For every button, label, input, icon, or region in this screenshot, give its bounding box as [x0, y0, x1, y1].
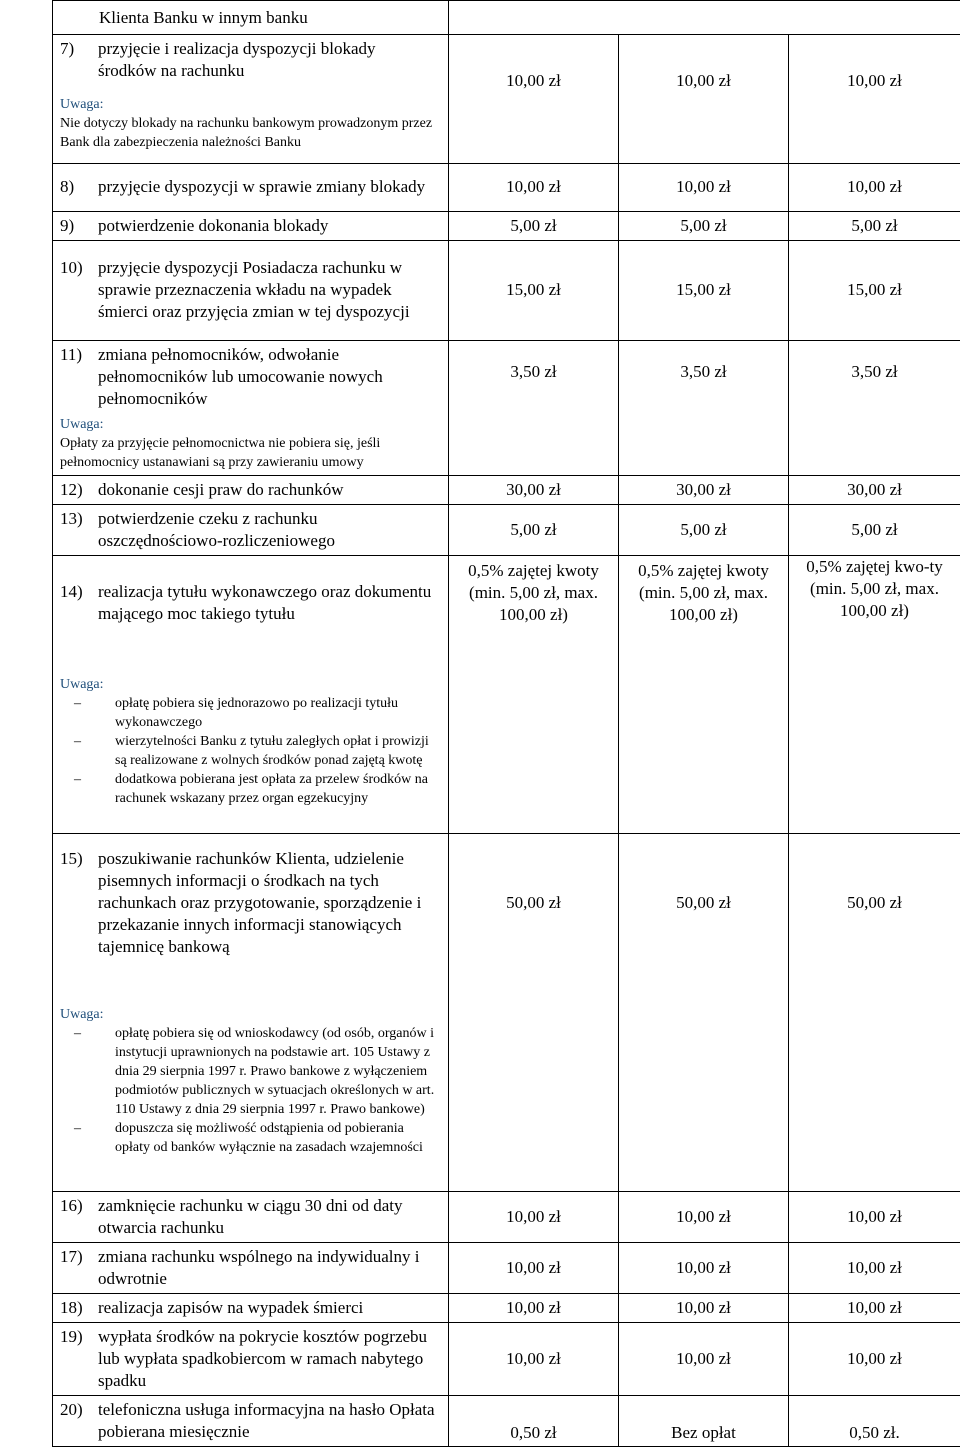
- row-number: 19): [60, 1326, 98, 1348]
- row-description: [53, 35, 449, 86]
- table-row: [0, 35, 960, 86]
- row-description: [53, 1191, 449, 1242]
- fee-value-1: 10,00 zł: [449, 1242, 619, 1293]
- row-description: [53, 833, 449, 973]
- fee-value-1: 10,00 zł: [449, 1293, 619, 1322]
- row-number: 17): [60, 1246, 98, 1268]
- dash-icon: –: [74, 732, 81, 751]
- bullet-text: wierzytelności Banku z tytułu zaległych opłat i prowizji są realizowane z wolnych środków ponad zajętą kwotę: [115, 734, 429, 768]
- table-row: [0, 211, 960, 240]
- note-bullet: [60, 1119, 442, 1157]
- fee-value-3: 50,00 zł: [789, 833, 960, 1191]
- fee-value-1: 3,50 zł: [449, 340, 619, 475]
- fee-value-1: 0,5% zajętej kwoty (min. 5,00 zł, max. 100,00 zł): [449, 555, 619, 833]
- note-label: Uwaga:: [60, 675, 442, 694]
- fee-value-3: 0,50 zł.: [789, 1395, 960, 1446]
- row-description: [53, 475, 449, 504]
- fee-value-2: 10,00 zł: [619, 35, 789, 164]
- fee-value-3: 30,00 zł: [789, 475, 960, 504]
- row-description: [53, 1, 449, 35]
- fee-value-1: 30,00 zł: [449, 475, 619, 504]
- row-number: 7): [60, 38, 98, 60]
- row-note: [53, 85, 449, 163]
- row-number: 9): [60, 215, 98, 237]
- note-bullet: [60, 732, 442, 770]
- row-text: dokonanie cesji praw do rachunków: [98, 479, 438, 501]
- row-number: 15): [60, 848, 98, 870]
- row-text: potwierdzenie czeku z rachunku oszczędnościowo-rozliczeniowego: [98, 508, 438, 552]
- row-note: [53, 973, 449, 1191]
- fee-value-1: 10,00 zł: [449, 1191, 619, 1242]
- row-number: 8): [60, 176, 98, 198]
- row-number: 18): [60, 1297, 98, 1319]
- fee-value-3: 5,00 zł: [789, 504, 960, 555]
- row-description: [53, 1242, 449, 1293]
- row-description: [53, 211, 449, 240]
- fee-value-2: 5,00 zł: [619, 211, 789, 240]
- note-label: Uwaga:: [60, 95, 442, 114]
- row-number: 13): [60, 508, 98, 530]
- fee-value-1: 0,50 zł: [449, 1395, 619, 1446]
- fee-value-2: 10,00 zł: [619, 1191, 789, 1242]
- bullet-text: opłatę pobiera się jednorazowo po realizacji tytułu wykonawczego: [115, 696, 398, 730]
- fee-value-3: 5,00 zł: [789, 211, 960, 240]
- note-bullet: [60, 1024, 442, 1119]
- table-row: [0, 833, 960, 973]
- dash-icon: –: [74, 1024, 81, 1043]
- empty-cell: [449, 1, 960, 35]
- table-row: [0, 1293, 960, 1322]
- table-row: [0, 163, 960, 211]
- row-description: [53, 504, 449, 555]
- row-number: 16): [60, 1195, 98, 1217]
- fee-value-1: 5,00 zł: [449, 211, 619, 240]
- row-text: zmiana rachunku wspólnego na indywidualny i odwrotnie: [98, 1246, 438, 1290]
- row-description: [53, 340, 449, 413]
- note-text: Opłaty za przyjęcie pełnomocnictwa nie pobiera się, jeśli pełnomocnicy ustanawiani są przy zawieraniu umowy: [60, 434, 442, 472]
- fee-value-3: 15,00 zł: [789, 240, 960, 340]
- table-row: [0, 475, 960, 504]
- table-row: [0, 1322, 960, 1395]
- row-text: zmiana pełnomocników, odwołanie pełnomocników lub umocowanie nowych pełnomocników: [98, 344, 438, 410]
- fee-value-2: 50,00 zł: [619, 833, 789, 1191]
- table-row: [0, 1, 960, 35]
- table-row: [0, 555, 960, 651]
- fee-value-3: 10,00 zł: [789, 35, 960, 164]
- fee-value-1: 15,00 zł: [449, 240, 619, 340]
- fee-value-2: 0,5% zajętej kwoty (min. 5,00 zł, max. 100,00 zł): [619, 555, 789, 833]
- row-text: telefoniczna usługa informacyjna na hasło Opłata pobierana miesięcznie: [98, 1399, 438, 1443]
- dash-icon: –: [74, 1119, 81, 1138]
- fee-value-1: 10,00 zł: [449, 35, 619, 164]
- row-text: realizacja zapisów na wypadek śmierci: [98, 1297, 438, 1319]
- fee-value-3: 10,00 zł: [789, 163, 960, 211]
- note-bullet: [60, 694, 442, 732]
- row-text: przyjęcie dyspozycji w sprawie zmiany blokady: [98, 176, 438, 198]
- table-row: [0, 1395, 960, 1446]
- bullet-text: dopuszcza się możliwość odstąpienia od pobierania opłaty od banków wyłącznie na zasadach wzajemności: [115, 1121, 423, 1155]
- row-text: wypłata środków na pokrycie kosztów pogrzebu lub wypłata spadkobiercom w ramach nabytego spadku: [98, 1326, 438, 1392]
- fee-value-2: 10,00 zł: [619, 1322, 789, 1395]
- row-number: 10): [60, 257, 98, 279]
- row-description: [53, 240, 449, 340]
- fee-value-2: 10,00 zł: [619, 163, 789, 211]
- row-description: [53, 1322, 449, 1395]
- fee-value-1: 10,00 zł: [449, 1322, 619, 1395]
- row-number: 14): [60, 581, 98, 603]
- row-text: potwierdzenie dokonania blokady: [98, 215, 438, 237]
- fee-value-2: Bez opłat: [619, 1395, 789, 1446]
- fee-value-1: 10,00 zł: [449, 163, 619, 211]
- dash-icon: –: [74, 770, 81, 789]
- row-note: [53, 651, 449, 833]
- fee-value-1: 5,00 zł: [449, 504, 619, 555]
- note-label: Uwaga:: [60, 415, 442, 434]
- table-row: [0, 1191, 960, 1242]
- fee-value-3: 10,00 zł: [789, 1242, 960, 1293]
- row-number: 11): [60, 344, 98, 366]
- table-row: [0, 240, 960, 340]
- row-text: przyjęcie i realizacja dyspozycji blokady środków na rachunku: [98, 38, 438, 82]
- row-text: zamknięcie rachunku w ciągu 30 dni od daty otwarcia rachunku: [98, 1195, 438, 1239]
- row-number: 12): [60, 479, 98, 501]
- fee-value-2: 3,50 zł: [619, 340, 789, 475]
- row-text: Klienta Banku w innym banku: [99, 8, 308, 27]
- row-description: [53, 1293, 449, 1322]
- note-label: Uwaga:: [60, 1005, 442, 1024]
- fee-value-3: 10,00 zł: [789, 1322, 960, 1395]
- row-description: [53, 163, 449, 211]
- left-margin-column: [0, 1, 53, 1447]
- row-description: [53, 555, 449, 651]
- table-row: [0, 1242, 960, 1293]
- fee-value-2: 10,00 zł: [619, 1242, 789, 1293]
- note-text: Nie dotyczy blokady na rachunku bankowym prowadzonym przez Bank dla zabezpieczenia należności Banku: [60, 114, 442, 152]
- row-number: 20): [60, 1399, 98, 1421]
- fee-value-3: 0,5% zajętej kwo-ty (min. 5,00 zł, max. 100,00 zł): [789, 555, 960, 833]
- table-row: [0, 504, 960, 555]
- row-note: [53, 413, 449, 476]
- dash-icon: –: [74, 694, 81, 713]
- fee-value-3: 3,50 zł: [789, 340, 960, 475]
- bullet-text: opłatę pobiera się od wnioskodawcy (od osób, organów i instytucji uprawnionych na podstawie art. 105 Ustawy z dnia 29 sierpnia 1997 r. Prawo bankowe z wyłączeniem podmiotów publicznych w sytuacjach określonych w art. 110 Ustawy z dnia 29 sierpnia 1997 r. Prawo bankowe): [115, 1026, 434, 1117]
- fee-value-1: 50,00 zł: [449, 833, 619, 1191]
- row-text: poszukiwanie rachunków Klienta, udzielenie pisemnych informacji o środkach na tych rachunkach oraz przygotowanie, sporządzenie i przekazanie innych informacji stanowiących tajemnicę bankową: [98, 848, 438, 958]
- row-description: [53, 1395, 449, 1446]
- bullet-text: dodatkowa pobierana jest opłata za przelew środków na rachunek wskazany przez organ egzekucyjny: [115, 772, 428, 806]
- row-text: przyjęcie dyspozycji Posiadacza rachunku w sprawie przeznaczenia wkładu na wypadek śmierci oraz przyjęcia zmian w tej dyspozycji: [98, 257, 438, 323]
- fee-value-2: 15,00 zł: [619, 240, 789, 340]
- row-text: realizacja tytułu wykonawczego oraz dokumentu mającego moc takiego tytułu: [98, 581, 438, 625]
- fee-value-3: 10,00 zł: [789, 1293, 960, 1322]
- fee-value-2: 5,00 zł: [619, 504, 789, 555]
- fee-value-2: 10,00 zł: [619, 1293, 789, 1322]
- table-row: [0, 340, 960, 413]
- fee-value-2: 30,00 zł: [619, 475, 789, 504]
- fee-value-3: 10,00 zł: [789, 1191, 960, 1242]
- note-bullet: [60, 770, 442, 808]
